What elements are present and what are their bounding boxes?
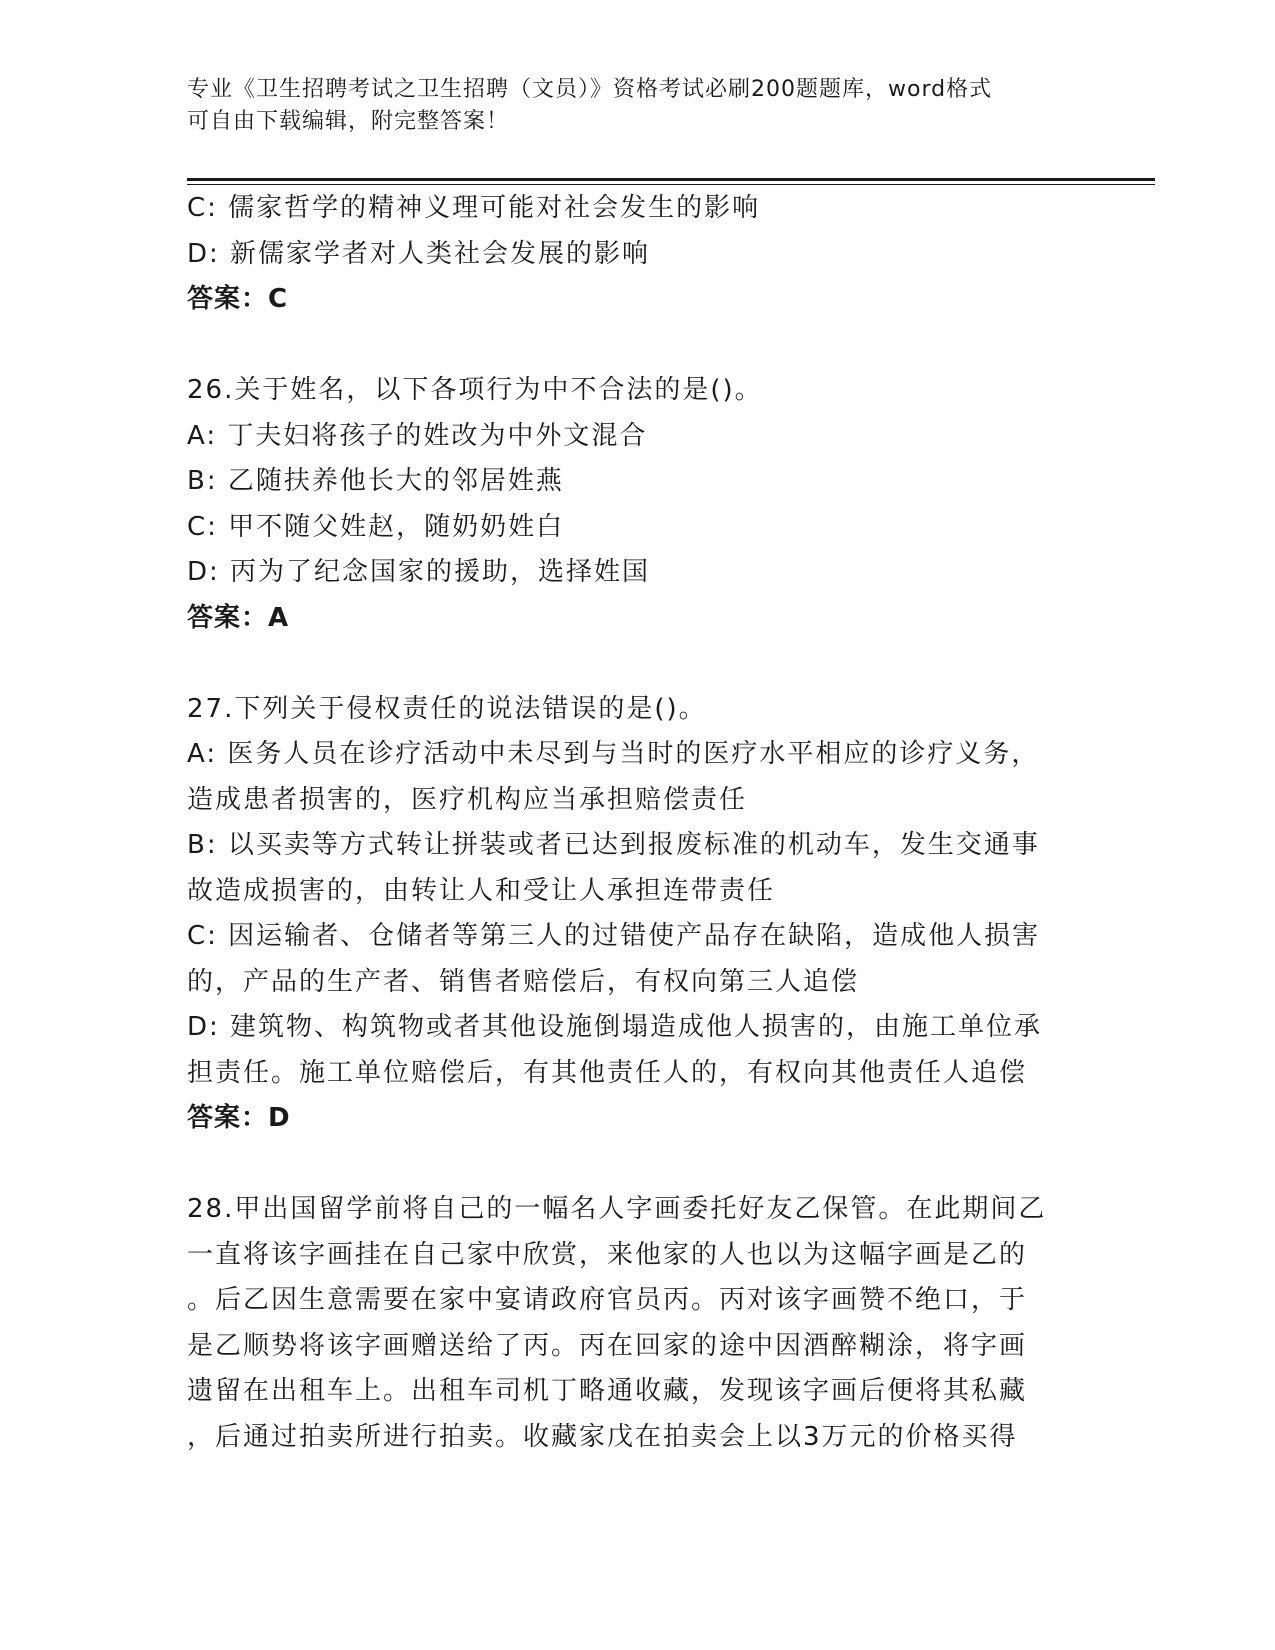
question-stem: 26.关于姓名，以下各项行为中不合法的是()。	[187, 375, 763, 405]
option-c-line-2: 的，产品的生产者、销售者赔偿后，有权向第三人追偿	[187, 966, 860, 997]
question-stem-line-6: ，后通过拍卖所进行拍卖。收藏家戊在拍卖会上以3万元的价格买得	[187, 1421, 1018, 1452]
document-header	[187, 74, 1087, 138]
question-27	[187, 687, 1067, 1142]
question-stem-line-4: 是乙顺势将该字画赠送给了丙。丙在回家的途中因酒醉糊涂，将字画	[187, 1330, 1028, 1361]
answer: 答案：A	[187, 602, 290, 633]
header-divider-thick	[187, 178, 1155, 181]
option-c: C: 儒家哲学的精神义理可能对社会发生的影响	[187, 193, 761, 223]
spacer	[187, 323, 1067, 369]
header-line-1: 专业《卫生招聘考试之卫生招聘（文员）》资格考试必刷200题题库，word格式	[187, 77, 993, 102]
option-b-line-2: 故造成损害的，由转让人和受让人承担连带责任	[187, 875, 776, 906]
answer: 答案：C	[187, 284, 289, 314]
option-c-line-1: C: 因运输者、仓储者等第三人的过错使产品存在缺陷，造成他人损害	[187, 921, 1041, 951]
option-a-line-1: A: 医务人员在诊疗活动中未尽到与当时的医疗水平相应的诊疗义务，	[187, 739, 1040, 769]
question-stem-line-1: 28.甲出国留学前将自己的一幅名人字画委托好友乙保管。在此期间乙	[187, 1194, 1047, 1224]
option-d: D: 丙为了纪念国家的援助，选择姓国	[187, 557, 651, 587]
option-d-line-2: 担责任。施工单位赔偿后，有其他责任人的，有权向其他责任人追偿	[187, 1057, 1028, 1088]
spacer	[187, 641, 1067, 687]
question-28	[187, 1187, 1067, 1460]
question-25	[187, 186, 1067, 323]
option-d-line-1: D: 建筑物、构筑物或者其他设施倒塌造成他人损害的，由施工单位承	[187, 1012, 1043, 1042]
question-26	[187, 368, 1067, 641]
option-a-line-2: 造成患者损害的，医疗机构应当承担赔偿责任	[187, 784, 748, 815]
answer: 答案：D	[187, 1103, 291, 1133]
option-b-line-1: B: 以买卖等方式转让拼装或者已达到报废标准的机动车，发生交通事	[187, 830, 1040, 860]
question-stem-line-2: 一直将该字画挂在自己家中欣赏，来他家的人也以为这幅字画是乙的	[187, 1239, 1028, 1270]
document-body	[187, 186, 1067, 1460]
option-a: A: 丁夫妇将孩子的姓改为中外文混合	[187, 420, 648, 451]
question-stem-line-5: 遗留在出租车上。出租车司机丁略通收藏，发现该字画后便将其私藏	[187, 1376, 1028, 1406]
option-b: B: 乙随扶养他长大的邻居姓燕	[187, 466, 564, 496]
option-c: C: 甲不随父姓赵，随奶奶姓白	[187, 511, 565, 542]
question-stem-line-3: 。后乙因生意需要在家中宴请政府官员丙。丙对该字画赞不绝口，于	[187, 1285, 1028, 1315]
header-line-2: 可自由下载编辑，附完整答案！	[187, 109, 510, 134]
option-d: D: 新儒家学者对人类社会发展的影响	[187, 238, 651, 269]
question-stem: 27.下列关于侵权责任的说法错误的是()。	[187, 693, 707, 724]
header-divider-thin	[187, 184, 1155, 185]
spacer	[187, 1142, 1067, 1188]
